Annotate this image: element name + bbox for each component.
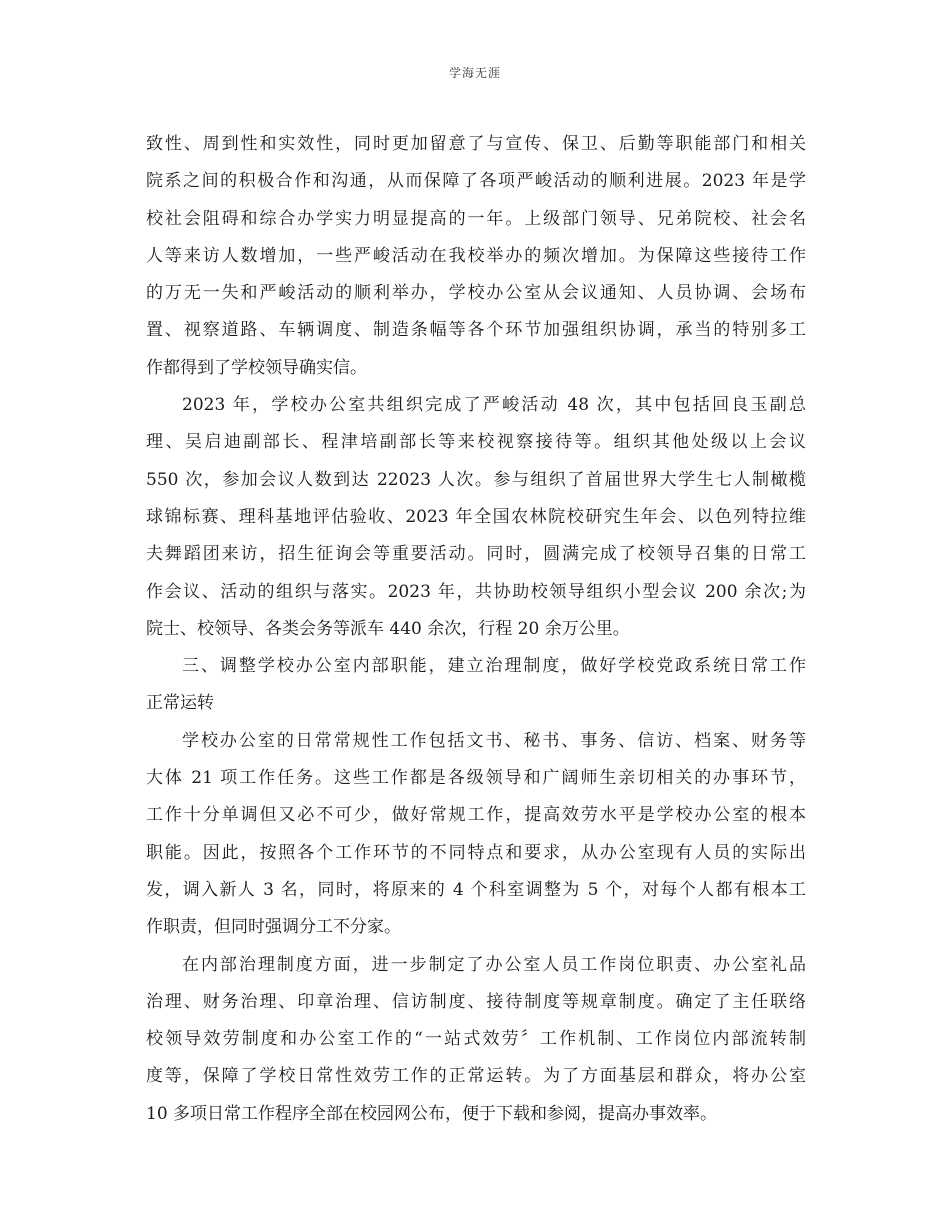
text-line: 的万无一失和严峻活动的顺利举办，学校办公室从会议通知、人员协调、会场布 xyxy=(146,283,806,304)
text-line: 大体 21 项工作任务。这些工作都是各级领导和广阔师生亲切相关的办事环节， xyxy=(146,768,806,789)
text-line: 治理、财务治理、印章治理、信访制度、接待制度等规章制度。确定了主任联络 xyxy=(146,991,806,1012)
text-line: 作职责，但同时强调分工不分家。 xyxy=(146,917,401,938)
paragraph xyxy=(146,130,806,391)
text-line: 正常运转 xyxy=(146,693,214,714)
text-line: 2023 年，学校办公室共组织完成了严峻活动 48 次，其中包括回良玉副总 xyxy=(182,395,806,416)
text-line: 致性、周到性和实效性，同时更加留意了与宣传、保卫、后勤等职能部门和相关 xyxy=(146,134,806,154)
text-line: 人等来访人数增加，一些严峻活动在我校举办的频次增加。为保障这些接待工作 xyxy=(146,245,806,266)
text-line: 学校办公室的日常常规性工作包括文书、秘书、事务、信访、档案、财务等 xyxy=(182,730,806,751)
text-line: 三、调整学校办公室内部职能，建立治理制度，做好学校党政系统日常工作 xyxy=(182,656,806,677)
text-line: 校社会阻碍和综合办学实力明显提高的一年。上级部门领导、兄弟院校、社会名 xyxy=(146,208,806,229)
text-line: 550 次，参加会议人数到达 22023 人次。参与组织了首届世界大学生七人制橄榄 xyxy=(146,469,806,490)
text-line: 10 多项日常工作程序全部在校园网公布，便于下载和参阅，提高办事效率。 xyxy=(146,1103,718,1124)
document-body xyxy=(146,130,806,1137)
text-line: 院系之间的积极合作和沟通，从而保障了各项严峻活动的顺利进展。2023 年是学 xyxy=(146,171,806,192)
section-heading xyxy=(146,652,806,727)
text-line: 作会议、活动的组织与落实。2023 年，共协助校领导组织小型会议 200 余次;为 xyxy=(146,581,806,602)
paragraph xyxy=(146,727,806,951)
text-line: 置、视察道路、车辆调度、制造条幅等各个环节加强组织协调，承当的特别多工 xyxy=(146,320,806,341)
text-line: 职能。因此，按照各个工作环节的不同特点和要求，从办公室现有人员的实际出 xyxy=(146,842,806,863)
text-line: 在内部治理制度方面，进一步制定了办公室人员工作岗位职责、办公室礼品 xyxy=(182,954,806,975)
text-line: 工作十分单调但又必不可少，做好常规工作，提高效劳水平是学校办公室的根本 xyxy=(146,805,806,826)
text-line: 院士、校领导、各类会务等派车 440 余次，行程 20 余万公里。 xyxy=(146,618,630,639)
text-line: 度等，保障了学校日常性效劳工作的正常运转。为了方面基层和群众，将办公室 xyxy=(146,1066,806,1087)
paragraph xyxy=(146,391,806,652)
text-line: 理、吴启迪副部长、程津培副部长等来校视察接待等。组织其他处级以上会议 xyxy=(146,432,806,453)
text-line: 发，调入新人 3 名，同时，将原来的 4 个科室调整为 5 个，对每个人都有根本工 xyxy=(146,879,806,900)
text-line: 夫舞蹈团来访，招生征询会等重要活动。同时，圆满完成了校领导召集的日常工 xyxy=(146,544,806,565)
paragraph xyxy=(146,951,806,1137)
page-header: 学海无涯 xyxy=(448,66,501,80)
text-line: 作都得到了学校领导确实信。 xyxy=(146,357,367,378)
text-line: 校领导效劳制度和办公室工作的“一站式效劳〞工作机制、工作岗位内部流转制 xyxy=(146,1029,806,1050)
text-line: 球锦标赛、理科基地评估验收、2023 年全国农林院校研究生年会、以色列特拉维 xyxy=(146,506,806,527)
